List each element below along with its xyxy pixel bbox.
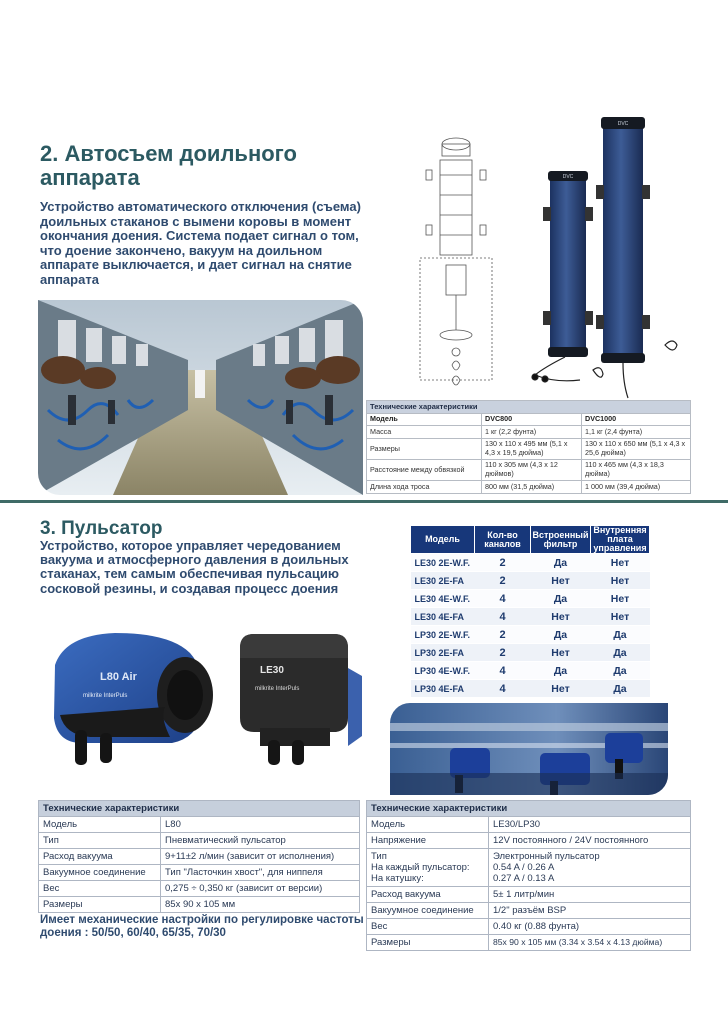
spec-le30-cell: 12V постоянного / 24V постоянного	[489, 833, 691, 849]
spec-le30-cell: 0.40 кг (0.88 фунта)	[489, 919, 691, 935]
spec-l80-cell: Пневматический пульсатор	[161, 833, 360, 849]
spec-le30-line: На каждый пульсатор:	[371, 862, 470, 873]
dvc1000-cap-label: DVC	[617, 121, 629, 127]
spec-le30-line: Электронный пульсатор	[493, 851, 600, 862]
le30-pulsator-photo	[230, 628, 370, 768]
spec-l80-cell: 0,275 ÷ 0,350 кг (зависит от версии)	[161, 881, 360, 897]
models-cell: 2	[475, 554, 531, 572]
models-cell: Да	[531, 590, 591, 608]
models-cell: Да	[591, 680, 650, 698]
models-cell: 2	[475, 572, 531, 590]
spec-le30-cell: Расход вакуума	[367, 887, 489, 903]
spec-le30-cell	[489, 849, 691, 887]
spec-dvc-cell: 1,1 кг (2,4 фунта)	[582, 426, 691, 439]
spec-dvc-header-cell: DVC800	[482, 413, 582, 426]
spec-table-le30-title: Технические характеристики	[367, 801, 691, 817]
spec-le30-cell: 5± 1 литр/мин	[489, 887, 691, 903]
models-cell: Да	[591, 644, 650, 662]
spec-le30-cell	[367, 849, 489, 887]
section-2-title	[40, 142, 380, 190]
models-cell: Да	[531, 554, 591, 572]
spec-table-l80-title: Технические характеристики	[39, 801, 360, 817]
pulsator-models-table	[410, 525, 650, 698]
models-cell: Нет	[591, 554, 650, 572]
models-cell: LE30 4E-W.F.	[411, 590, 475, 608]
spec-le30-cell: 1/2" разъём BSP	[489, 903, 691, 919]
models-cell: 4	[475, 680, 531, 698]
models-cell: 2	[475, 626, 531, 644]
models-cell: 4	[475, 608, 531, 626]
spec-table-dvc	[366, 400, 691, 494]
models-cell: LE30 4E-FA	[411, 608, 475, 626]
models-cell: Нет	[591, 608, 650, 626]
spec-le30-cell: Вакуумное соединение	[367, 903, 489, 919]
spec-l80-cell: 9+11±2 л/мин (зависит от исполнения)	[161, 849, 360, 865]
spec-le30-line: Тип	[371, 851, 387, 862]
models-cell: Нет	[531, 608, 591, 626]
spec-l80-cell: Расход вакуума	[39, 849, 161, 865]
spec-dvc-cell: 110 х 465 мм (4,3 х 18,3 дюйма)	[582, 459, 691, 480]
spec-dvc-cell: Масса	[367, 426, 482, 439]
models-cell: LP30 2E-FA	[411, 644, 475, 662]
spec-dvc-cell: 110 х 305 мм (4,3 х 12 дюймов)	[482, 459, 582, 480]
models-cell: Нет	[531, 680, 591, 698]
models-cell: 2	[475, 644, 531, 662]
models-header-cell: Модель	[411, 526, 475, 554]
dvc-exploded-drawing	[416, 130, 496, 395]
models-header-cell: Кол-во каналов	[475, 526, 531, 554]
le30-brand-label: milkrite InterPuls	[255, 686, 300, 692]
models-cell: LP30 4E-FA	[411, 680, 475, 698]
models-header-cell: Внутренняя плата управления	[591, 526, 650, 554]
dvc800-cap-label: DVC	[562, 174, 574, 180]
spec-l80-cell: Вес	[39, 881, 161, 897]
spec-le30-line: 0.54 A / 0.26 A	[493, 862, 555, 873]
spec-table-le30	[366, 800, 691, 951]
l80-model-label: L80 Air	[100, 671, 137, 683]
section-divider	[0, 500, 728, 503]
spec-dvc-header-cell: Модель	[367, 413, 482, 426]
spec-dvc-cell: 1 кг (2,2 фунта)	[482, 426, 582, 439]
le30-model-label: LE30	[260, 665, 284, 676]
section-2-title-line2: аппарата	[40, 165, 140, 190]
section-3-description: Устройство, которое управляет чередованием вакуума и атмосферного давления в доильных стаканах, тем самым обеспечивая пульсацию сосковой резины, и создавая процесс доения	[40, 538, 349, 596]
spec-dvc-cell: Длина хода троса	[367, 481, 482, 494]
spec-dvc-cell: 130 х 110 х 495 мм (5,1 х 4,3 х 19,5 дюйма)	[482, 438, 582, 459]
pulsators-in-use-photo	[390, 703, 668, 795]
section-2-title-line1: 2. Автосъем доильного	[40, 141, 297, 166]
models-cell: Да	[591, 626, 650, 644]
spec-dvc-cell: 130 х 110 х 650 мм (5,1 х 4,3 х 25,6 дюйма)	[582, 438, 691, 459]
models-cell: LP30 2E-W.F.	[411, 626, 475, 644]
models-cell: Нет	[591, 572, 650, 590]
milking-parlour-photo	[38, 300, 363, 495]
models-header-cell: Встроенный фильтр	[531, 526, 591, 554]
spec-l80-cell: L80	[161, 817, 360, 833]
frequency-settings-note: Имеет механические настройки по регулировке частоты доения : 50/50, 60/40, 65/35, 70/30	[40, 914, 364, 939]
spec-l80-cell: Размеры	[39, 897, 161, 913]
spec-le30-line: На катушку:	[371, 873, 424, 884]
section-3-title: 3. Пульсатор	[40, 518, 163, 539]
models-cell: LP30 4E-W.F.	[411, 662, 475, 680]
dvc-devices-photo	[515, 115, 695, 400]
spec-l80-cell: Тип "Ласточкин хвост", для ниппеля	[161, 865, 360, 881]
spec-le30-cell: 85х 90 х 105 мм (3.34 x 3.54 x 4.13 дюйма)	[489, 935, 691, 951]
models-cell: Да	[591, 662, 650, 680]
models-cell: Да	[531, 626, 591, 644]
spec-le30-line: 0.27 A / 0.13 A	[493, 873, 555, 884]
section-2-description: Устройство автоматического отключения (съема) доильных стаканов с вымени коровы в момент окончания доения. Система подает сигнал о том, что доение закончено, вакуум на доильном аппарате выключается, и дает сигнал на снятие аппарата	[40, 199, 361, 287]
spec-le30-cell: LE30/LP30	[489, 817, 691, 833]
spec-dvc-cell: 800 мм (31,5 дюйма)	[482, 481, 582, 494]
spec-dvc-cell: Размеры	[367, 438, 482, 459]
spec-le30-cell: Модель	[367, 817, 489, 833]
spec-dvc-cell: Расстояние между обвязкой	[367, 459, 482, 480]
spec-l80-cell: Тип	[39, 833, 161, 849]
models-cell: Нет	[531, 644, 591, 662]
spec-l80-cell: 85х 90 х 105 мм	[161, 897, 360, 913]
models-cell: LE30 2E-FA	[411, 572, 475, 590]
spec-dvc-cell: 1 000 мм (39,4 дюйма)	[582, 481, 691, 494]
models-cell: Нет	[591, 590, 650, 608]
spec-table-dvc-title: Технические характеристики	[367, 401, 691, 414]
spec-le30-cell: Размеры	[367, 935, 489, 951]
models-cell: Нет	[531, 572, 591, 590]
models-cell: LE30 2E-W.F.	[411, 554, 475, 572]
spec-l80-cell: Модель	[39, 817, 161, 833]
spec-le30-cell: Напряжение	[367, 833, 489, 849]
models-cell: Да	[531, 662, 591, 680]
spec-le30-cell: Вес	[367, 919, 489, 935]
l80-brand-label: milkrite InterPuls	[83, 693, 128, 699]
models-cell: 4	[475, 590, 531, 608]
l80-pulsator-photo	[45, 625, 215, 770]
spec-l80-cell: Вакуумное соединение	[39, 865, 161, 881]
spec-table-l80	[38, 800, 360, 913]
models-cell: 4	[475, 662, 531, 680]
spec-dvc-header-cell: DVC1000	[582, 413, 691, 426]
